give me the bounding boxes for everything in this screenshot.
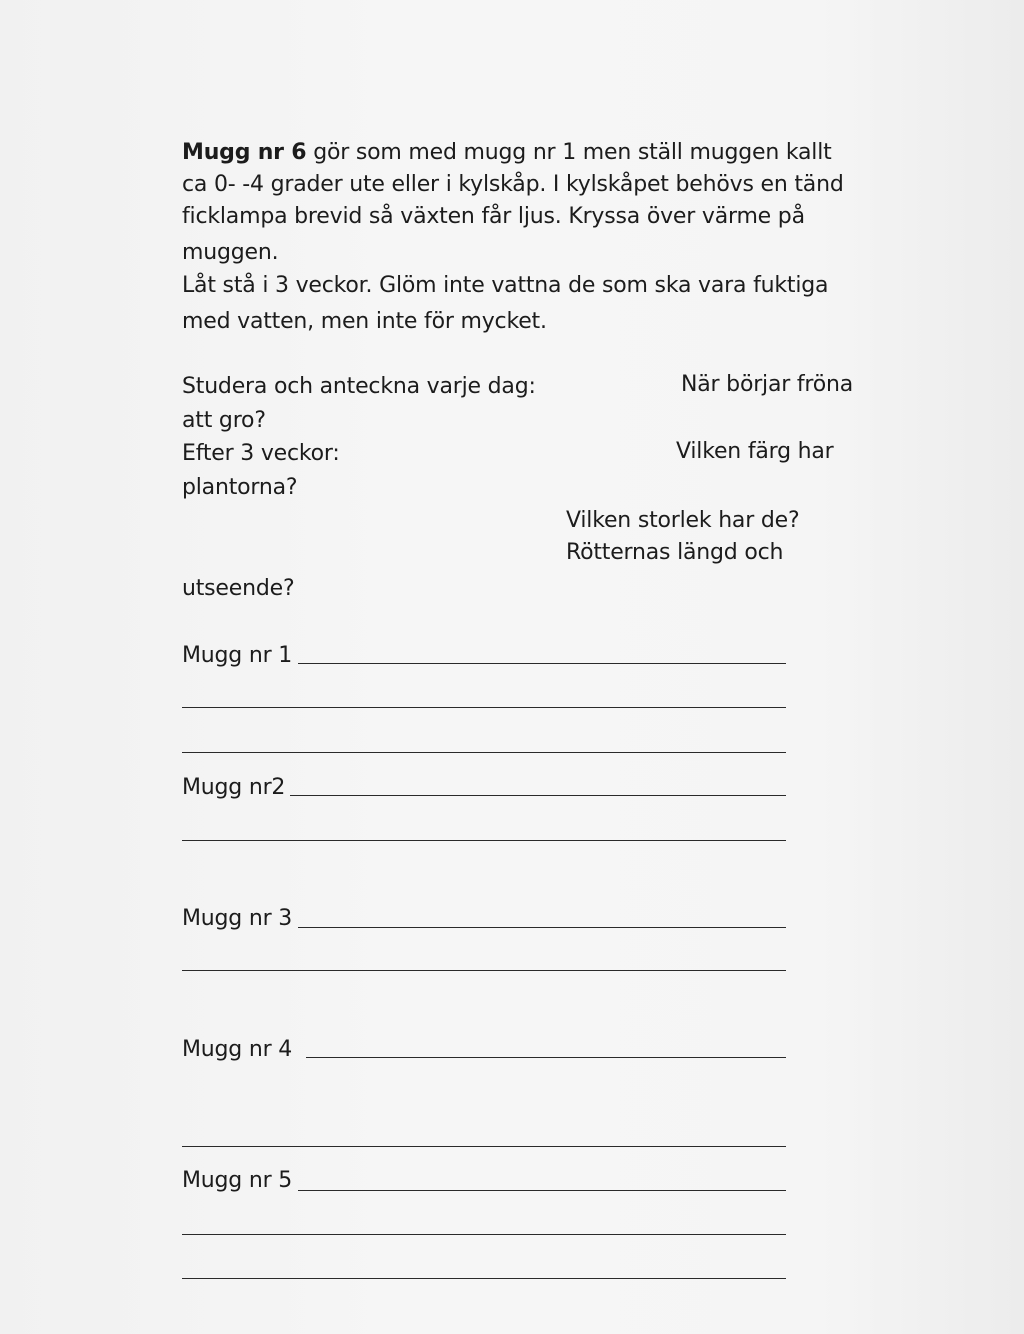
instruction-line-1-text: gör som med mugg nr 1 men ställ muggen kallt [313,140,832,165]
after-three-weeks-label: Efter 3 veckor: [182,441,340,466]
instruction-line-5: Låt stå i 3 veckor. Glöm inte vattna de som ska vara fuktiga [182,273,829,298]
question-color-end: plantorna? [182,475,298,500]
instruction-line-1 [182,137,832,169]
cup-1-line-a[interactable] [298,663,786,664]
study-prompt: Studera och anteckna varje dag: [182,374,536,399]
cup-4-label: Mugg nr 4 [182,1037,293,1062]
instruction-line-3: ficklampa brevid så växten får ljus. Kryssa över värme på [182,204,805,229]
cup-6-label: Mugg nr 6 [182,140,307,165]
question-germination-start: När börjar fröna [681,372,854,397]
instruction-line-2: ca 0- -4 grader ute eller i kylskåp. I kylskåpet behövs en tänd [182,172,844,197]
question-size: Vilken storlek har de? [566,508,800,533]
cup-2-label: Mugg nr2 [182,775,286,800]
question-roots-start: Rötternas längd och [566,540,784,565]
cup-5-line-a[interactable] [298,1190,786,1191]
cup-5-label: Mugg nr 5 [182,1168,293,1193]
cup-1-label: Mugg nr 1 [182,643,293,668]
cup-3-line-b[interactable] [182,970,786,971]
cup-5-line-b[interactable] [182,1234,786,1235]
cup-4-line-a[interactable] [306,1057,786,1058]
question-roots-end: utseende? [182,576,295,601]
cup-2-line-b[interactable] [182,840,786,841]
cup-5-line-c[interactable] [182,1278,786,1279]
question-color-start: Vilken färg har [676,439,834,464]
cup-1-line-c[interactable] [182,752,786,753]
cup-4-line-b[interactable] [182,1146,786,1147]
question-germination-end: att gro? [182,408,266,433]
cup-3-label: Mugg nr 3 [182,906,293,931]
cup-2-line-a[interactable] [290,795,786,796]
cup-3-line-a[interactable] [298,927,786,928]
cup-1-line-b[interactable] [182,707,786,708]
instruction-line-6: med vatten, men inte för mycket. [182,309,547,334]
instruction-line-4: muggen. [182,240,279,265]
